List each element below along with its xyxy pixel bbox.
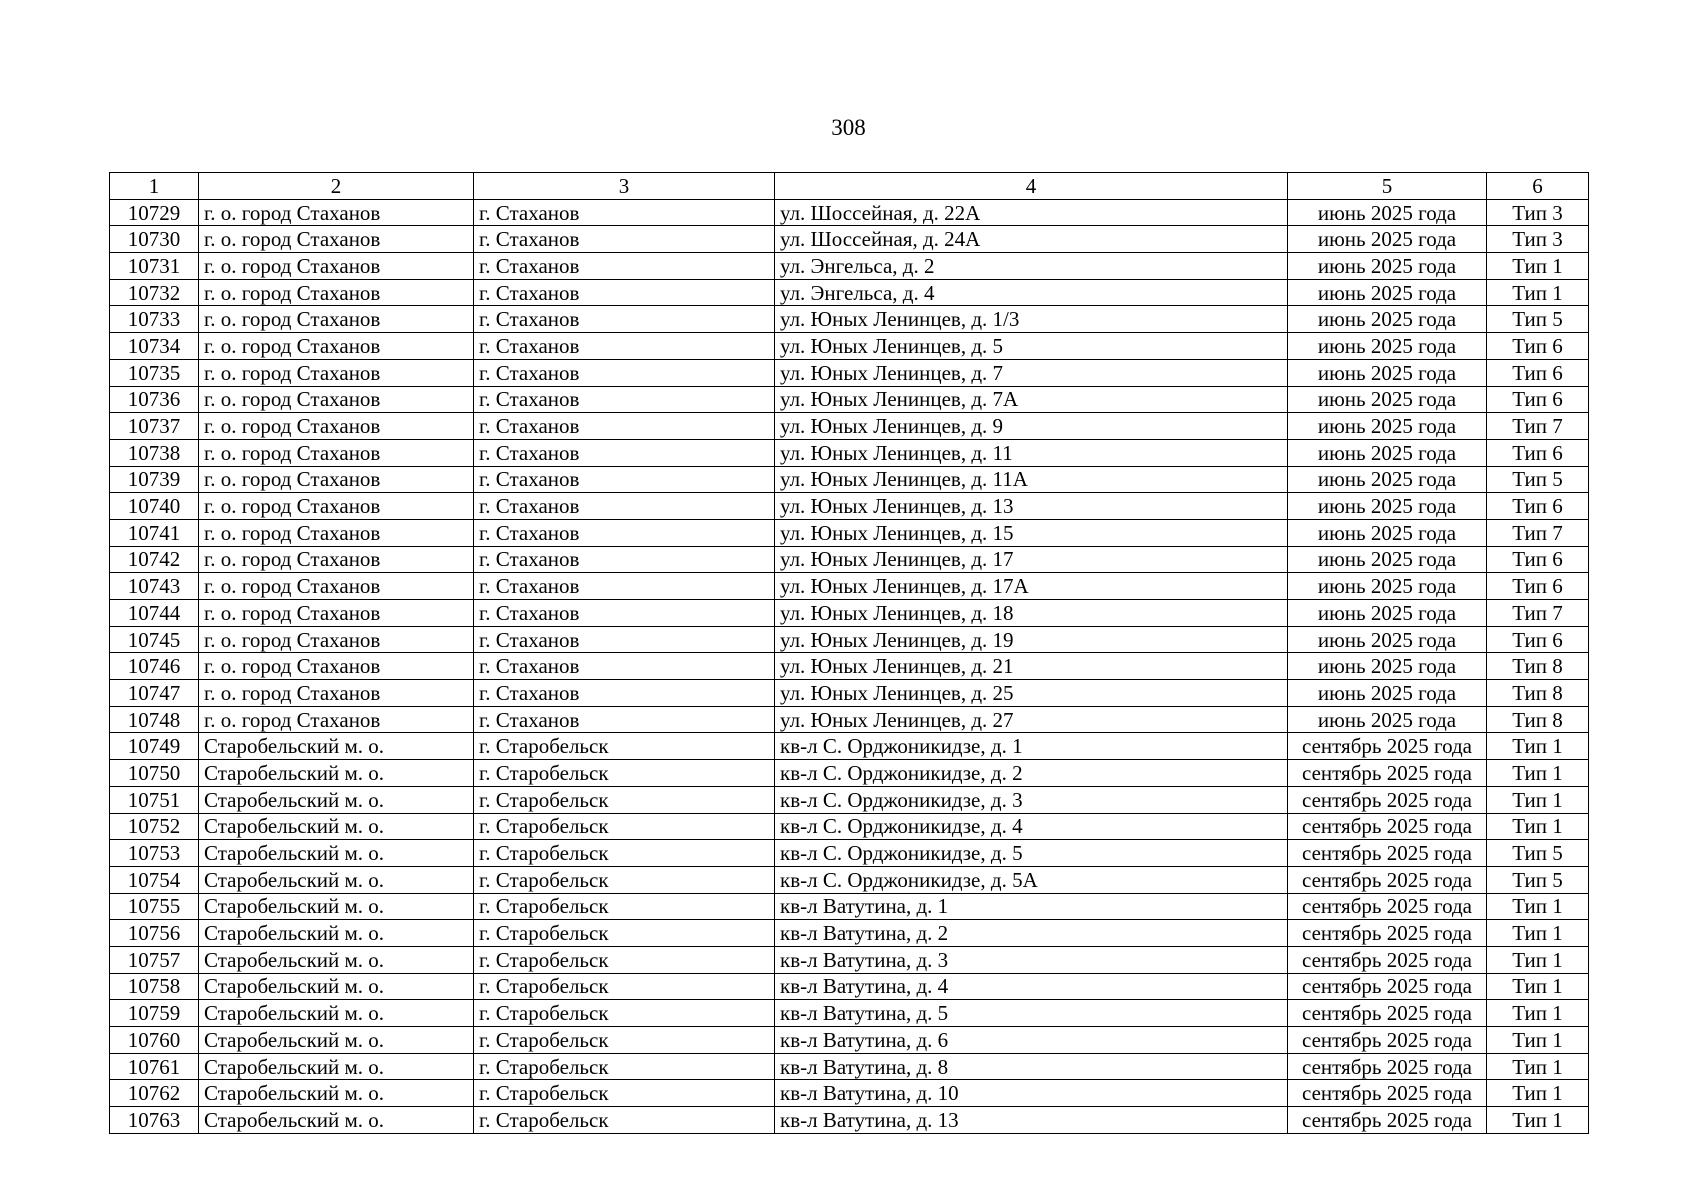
cell-date: июнь 2025 года bbox=[1288, 626, 1487, 653]
cell-number: 10748 bbox=[110, 706, 199, 733]
page-number: 308 bbox=[831, 115, 866, 140]
cell-municipality: г. о. город Стаханов bbox=[199, 253, 474, 280]
table-row bbox=[110, 573, 1589, 600]
table-row bbox=[110, 1027, 1589, 1054]
cell-municipality: Старобельский м. о. bbox=[199, 786, 474, 813]
cell-type: Тип 1 bbox=[1487, 973, 1589, 1000]
cell-address: ул. Юных Ленинцев, д. 9 bbox=[775, 413, 1288, 440]
table-row bbox=[110, 786, 1589, 813]
cell-type: Тип 1 bbox=[1487, 1080, 1589, 1107]
cell-settlement: г. Старобельск bbox=[474, 733, 775, 760]
table-row bbox=[110, 1000, 1589, 1027]
cell-number: 10731 bbox=[110, 253, 199, 280]
table-row bbox=[110, 1080, 1589, 1107]
cell-number: 10763 bbox=[110, 1107, 199, 1134]
cell-settlement: г. Стаханов bbox=[474, 626, 775, 653]
table-row bbox=[110, 973, 1589, 1000]
cell-date: сентябрь 2025 года bbox=[1288, 1027, 1487, 1054]
cell-number: 10762 bbox=[110, 1080, 199, 1107]
cell-type: Тип 6 bbox=[1487, 626, 1589, 653]
cell-settlement: г. Стаханов bbox=[474, 493, 775, 520]
cell-address: ул. Юных Ленинцев, д. 21 bbox=[775, 653, 1288, 680]
cell-settlement: г. Старобельск bbox=[474, 760, 775, 787]
cell-type: Тип 5 bbox=[1487, 466, 1589, 493]
cell-municipality: г. о. город Стаханов bbox=[199, 199, 474, 226]
cell-municipality: Старобельский м. о. bbox=[199, 866, 474, 893]
cell-type: Тип 7 bbox=[1487, 519, 1589, 546]
table-row bbox=[110, 653, 1589, 680]
cell-type: Тип 6 bbox=[1487, 493, 1589, 520]
cell-settlement: г. Стаханов bbox=[474, 333, 775, 360]
cell-municipality: Старобельский м. о. bbox=[199, 1107, 474, 1134]
cell-address: ул. Юных Ленинцев, д. 7А bbox=[775, 386, 1288, 413]
cell-municipality: г. о. город Стаханов bbox=[199, 466, 474, 493]
cell-number: 10740 bbox=[110, 493, 199, 520]
cell-type: Тип 7 bbox=[1487, 413, 1589, 440]
table-row bbox=[110, 493, 1589, 520]
cell-type: Тип 5 bbox=[1487, 840, 1589, 867]
cell-type: Тип 6 bbox=[1487, 359, 1589, 386]
cell-date: июнь 2025 года bbox=[1288, 653, 1487, 680]
cell-municipality: г. о. город Стаханов bbox=[199, 279, 474, 306]
table-row bbox=[110, 1107, 1589, 1134]
cell-address: кв-л С. Орджоникидзе, д. 3 bbox=[775, 786, 1288, 813]
cell-number: 10730 bbox=[110, 226, 199, 253]
cell-address: ул. Шоссейная, д. 24А bbox=[775, 226, 1288, 253]
table-row bbox=[110, 359, 1589, 386]
cell-settlement: г. Стаханов bbox=[474, 600, 775, 627]
cell-type: Тип 8 bbox=[1487, 706, 1589, 733]
cell-address: ул. Шоссейная, д. 22А bbox=[775, 199, 1288, 226]
cell-address: кв-л Ватутина, д. 6 bbox=[775, 1027, 1288, 1054]
cell-address: ул. Юных Ленинцев, д. 15 bbox=[775, 519, 1288, 546]
cell-address: ул. Юных Ленинцев, д. 17А bbox=[775, 573, 1288, 600]
cell-type: Тип 1 bbox=[1487, 813, 1589, 840]
cell-type: Тип 1 bbox=[1487, 1000, 1589, 1027]
table-row bbox=[110, 333, 1589, 360]
cell-date: июнь 2025 года bbox=[1288, 386, 1487, 413]
cell-date: июнь 2025 года bbox=[1288, 573, 1487, 600]
cell-settlement: г. Старобельск bbox=[474, 840, 775, 867]
cell-number: 10753 bbox=[110, 840, 199, 867]
table-row bbox=[110, 680, 1589, 707]
cell-address: кв-л С. Орджоникидзе, д. 2 bbox=[775, 760, 1288, 787]
cell-address: кв-л Ватутина, д. 5 bbox=[775, 1000, 1288, 1027]
cell-municipality: Старобельский м. о. bbox=[199, 733, 474, 760]
table-row bbox=[110, 840, 1589, 867]
table-header-row bbox=[110, 173, 1589, 200]
cell-settlement: г. Старобельск bbox=[474, 1027, 775, 1054]
cell-date: сентябрь 2025 года bbox=[1288, 893, 1487, 920]
table-row bbox=[110, 1053, 1589, 1080]
cell-settlement: г. Старобельск bbox=[474, 946, 775, 973]
cell-date: июнь 2025 года bbox=[1288, 546, 1487, 573]
table-row bbox=[110, 279, 1589, 306]
cell-type: Тип 8 bbox=[1487, 680, 1589, 707]
cell-address: кв-л С. Орджоникидзе, д. 5А bbox=[775, 866, 1288, 893]
cell-date: сентябрь 2025 года bbox=[1288, 1080, 1487, 1107]
cell-settlement: г. Стаханов bbox=[474, 706, 775, 733]
cell-date: сентябрь 2025 года bbox=[1288, 813, 1487, 840]
cell-date: сентябрь 2025 года bbox=[1288, 733, 1487, 760]
cell-date: июнь 2025 года bbox=[1288, 493, 1487, 520]
cell-type: Тип 1 bbox=[1487, 1053, 1589, 1080]
column-header: 1 bbox=[110, 173, 199, 200]
cell-date: сентябрь 2025 года bbox=[1288, 1000, 1487, 1027]
cell-number: 10757 bbox=[110, 946, 199, 973]
cell-date: июнь 2025 года bbox=[1288, 359, 1487, 386]
cell-number: 10732 bbox=[110, 279, 199, 306]
cell-date: сентябрь 2025 года bbox=[1288, 946, 1487, 973]
cell-number: 10733 bbox=[110, 306, 199, 333]
cell-number: 10729 bbox=[110, 199, 199, 226]
table-row bbox=[110, 733, 1589, 760]
cell-municipality: г. о. город Стаханов bbox=[199, 706, 474, 733]
cell-type: Тип 6 bbox=[1487, 333, 1589, 360]
cell-settlement: г. Старобельск bbox=[474, 813, 775, 840]
cell-settlement: г. Стаханов bbox=[474, 199, 775, 226]
cell-municipality: г. о. город Стаханов bbox=[199, 626, 474, 653]
table-row bbox=[110, 920, 1589, 947]
table-row bbox=[110, 199, 1589, 226]
cell-address: ул. Юных Ленинцев, д. 17 bbox=[775, 546, 1288, 573]
cell-number: 10761 bbox=[110, 1053, 199, 1080]
table-row bbox=[110, 760, 1589, 787]
cell-date: июнь 2025 года bbox=[1288, 279, 1487, 306]
cell-number: 10754 bbox=[110, 866, 199, 893]
cell-address: ул. Энгельса, д. 2 bbox=[775, 253, 1288, 280]
cell-number: 10743 bbox=[110, 573, 199, 600]
cell-type: Тип 3 bbox=[1487, 226, 1589, 253]
cell-type: Тип 6 bbox=[1487, 546, 1589, 573]
cell-date: сентябрь 2025 года bbox=[1288, 760, 1487, 787]
cell-type: Тип 6 bbox=[1487, 439, 1589, 466]
cell-address: кв-л Ватутина, д. 3 bbox=[775, 946, 1288, 973]
cell-number: 10760 bbox=[110, 1027, 199, 1054]
cell-settlement: г. Стаханов bbox=[474, 253, 775, 280]
cell-municipality: Старобельский м. о. bbox=[199, 973, 474, 1000]
column-header: 3 bbox=[474, 173, 775, 200]
table-row bbox=[110, 413, 1589, 440]
cell-number: 10759 bbox=[110, 1000, 199, 1027]
cell-date: июнь 2025 года bbox=[1288, 466, 1487, 493]
cell-address: ул. Юных Ленинцев, д. 13 bbox=[775, 493, 1288, 520]
cell-municipality: г. о. город Стаханов bbox=[199, 519, 474, 546]
cell-municipality: г. о. город Стаханов bbox=[199, 226, 474, 253]
cell-settlement: г. Старобельск bbox=[474, 920, 775, 947]
cell-municipality: Старобельский м. о. bbox=[199, 946, 474, 973]
cell-type: Тип 6 bbox=[1487, 386, 1589, 413]
cell-municipality: Старобельский м. о. bbox=[199, 1080, 474, 1107]
cell-date: сентябрь 2025 года bbox=[1288, 920, 1487, 947]
cell-type: Тип 3 bbox=[1487, 199, 1589, 226]
cell-municipality: Старобельский м. о. bbox=[199, 1027, 474, 1054]
cell-date: июнь 2025 года bbox=[1288, 226, 1487, 253]
cell-settlement: г. Стаханов bbox=[474, 386, 775, 413]
cell-municipality: Старобельский м. о. bbox=[199, 840, 474, 867]
cell-date: июнь 2025 года bbox=[1288, 253, 1487, 280]
cell-municipality: Старобельский м. о. bbox=[199, 1053, 474, 1080]
cell-settlement: г. Стаханов bbox=[474, 439, 775, 466]
cell-date: июнь 2025 года bbox=[1288, 333, 1487, 360]
cell-number: 10745 bbox=[110, 626, 199, 653]
cell-municipality: г. о. город Стаханов bbox=[199, 306, 474, 333]
cell-address: кв-л Ватутина, д. 1 bbox=[775, 893, 1288, 920]
cell-number: 10751 bbox=[110, 786, 199, 813]
cell-settlement: г. Старобельск bbox=[474, 866, 775, 893]
cell-settlement: г. Старобельск bbox=[474, 1107, 775, 1134]
cell-date: сентябрь 2025 года bbox=[1288, 1107, 1487, 1134]
column-header: 6 bbox=[1487, 173, 1589, 200]
cell-address: кв-л С. Орджоникидзе, д. 5 bbox=[775, 840, 1288, 867]
table-row bbox=[110, 706, 1589, 733]
cell-settlement: г. Старобельск bbox=[474, 786, 775, 813]
cell-number: 10747 bbox=[110, 680, 199, 707]
cell-settlement: г. Стаханов bbox=[474, 519, 775, 546]
cell-number: 10750 bbox=[110, 760, 199, 787]
cell-number: 10746 bbox=[110, 653, 199, 680]
cell-type: Тип 5 bbox=[1487, 306, 1589, 333]
cell-type: Тип 1 bbox=[1487, 760, 1589, 787]
table-row bbox=[110, 546, 1589, 573]
cell-address: ул. Юных Ленинцев, д. 11А bbox=[775, 466, 1288, 493]
cell-address: ул. Юных Ленинцев, д. 7 bbox=[775, 359, 1288, 386]
cell-date: июнь 2025 года bbox=[1288, 706, 1487, 733]
cell-settlement: г. Стаханов bbox=[474, 466, 775, 493]
cell-settlement: г. Стаханов bbox=[474, 653, 775, 680]
cell-address: ул. Юных Ленинцев, д. 25 bbox=[775, 680, 1288, 707]
cell-municipality: г. о. город Стаханов bbox=[199, 600, 474, 627]
cell-type: Тип 1 bbox=[1487, 893, 1589, 920]
cell-date: июнь 2025 года bbox=[1288, 680, 1487, 707]
cell-address: ул. Юных Ленинцев, д. 1/3 bbox=[775, 306, 1288, 333]
cell-address: ул. Юных Ленинцев, д. 11 bbox=[775, 439, 1288, 466]
cell-number: 10736 bbox=[110, 386, 199, 413]
cell-address: кв-л Ватутина, д. 4 bbox=[775, 973, 1288, 1000]
cell-settlement: г. Стаханов bbox=[474, 359, 775, 386]
document-table bbox=[109, 172, 1589, 1134]
cell-municipality: г. о. город Стаханов bbox=[199, 386, 474, 413]
table-row bbox=[110, 893, 1589, 920]
cell-settlement: г. Старобельск bbox=[474, 1000, 775, 1027]
cell-date: июнь 2025 года bbox=[1288, 519, 1487, 546]
cell-number: 10741 bbox=[110, 519, 199, 546]
table-row bbox=[110, 626, 1589, 653]
cell-date: сентябрь 2025 года bbox=[1288, 973, 1487, 1000]
cell-type: Тип 6 bbox=[1487, 573, 1589, 600]
cell-number: 10758 bbox=[110, 973, 199, 1000]
cell-date: сентябрь 2025 года bbox=[1288, 866, 1487, 893]
cell-address: кв-л Ватутина, д. 2 bbox=[775, 920, 1288, 947]
table-row bbox=[110, 600, 1589, 627]
cell-settlement: г. Старобельск bbox=[474, 1080, 775, 1107]
cell-number: 10752 bbox=[110, 813, 199, 840]
table-row bbox=[110, 866, 1589, 893]
cell-number: 10739 bbox=[110, 466, 199, 493]
cell-address: ул. Юных Ленинцев, д. 27 bbox=[775, 706, 1288, 733]
cell-date: июнь 2025 года bbox=[1288, 199, 1487, 226]
cell-municipality: Старобельский м. о. bbox=[199, 760, 474, 787]
table-row bbox=[110, 466, 1589, 493]
table-row bbox=[110, 813, 1589, 840]
cell-address: ул. Юных Ленинцев, д. 19 bbox=[775, 626, 1288, 653]
table-row bbox=[110, 253, 1589, 280]
cell-settlement: г. Старобельск bbox=[474, 973, 775, 1000]
cell-municipality: г. о. город Стаханов bbox=[199, 333, 474, 360]
cell-address: ул. Юных Ленинцев, д. 5 bbox=[775, 333, 1288, 360]
cell-number: 10756 bbox=[110, 920, 199, 947]
cell-address: кв-л Ватутина, д. 13 bbox=[775, 1107, 1288, 1134]
cell-municipality: Старобельский м. о. bbox=[199, 1000, 474, 1027]
cell-address: кв-л Ватутина, д. 8 bbox=[775, 1053, 1288, 1080]
cell-settlement: г. Стаханов bbox=[474, 413, 775, 440]
cell-address: кв-л С. Орджоникидзе, д. 1 bbox=[775, 733, 1288, 760]
cell-type: Тип 5 bbox=[1487, 866, 1589, 893]
cell-municipality: г. о. город Стаханов bbox=[199, 573, 474, 600]
cell-municipality: г. о. город Стаханов bbox=[199, 546, 474, 573]
cell-date: июнь 2025 года bbox=[1288, 413, 1487, 440]
cell-date: июнь 2025 года bbox=[1288, 306, 1487, 333]
cell-date: июнь 2025 года bbox=[1288, 600, 1487, 627]
table-body bbox=[110, 199, 1589, 1133]
cell-settlement: г. Стаханов bbox=[474, 680, 775, 707]
cell-municipality: г. о. город Стаханов bbox=[199, 653, 474, 680]
cell-type: Тип 7 bbox=[1487, 600, 1589, 627]
cell-type: Тип 1 bbox=[1487, 1027, 1589, 1054]
cell-municipality: г. о. город Стаханов bbox=[199, 493, 474, 520]
table-row bbox=[110, 306, 1589, 333]
cell-settlement: г. Стаханов bbox=[474, 573, 775, 600]
cell-settlement: г. Стаханов bbox=[474, 226, 775, 253]
table-row bbox=[110, 519, 1589, 546]
cell-municipality: Старобельский м. о. bbox=[199, 893, 474, 920]
cell-number: 10755 bbox=[110, 893, 199, 920]
cell-type: Тип 8 bbox=[1487, 653, 1589, 680]
cell-type: Тип 1 bbox=[1487, 920, 1589, 947]
cell-number: 10749 bbox=[110, 733, 199, 760]
cell-municipality: г. о. город Стаханов bbox=[199, 413, 474, 440]
cell-number: 10742 bbox=[110, 546, 199, 573]
cell-type: Тип 1 bbox=[1487, 279, 1589, 306]
cell-settlement: г. Стаханов bbox=[474, 546, 775, 573]
cell-date: сентябрь 2025 года bbox=[1288, 840, 1487, 867]
cell-number: 10734 bbox=[110, 333, 199, 360]
cell-date: сентябрь 2025 года bbox=[1288, 1053, 1487, 1080]
cell-municipality: Старобельский м. о. bbox=[199, 813, 474, 840]
cell-address: ул. Энгельса, д. 4 bbox=[775, 279, 1288, 306]
cell-type: Тип 1 bbox=[1487, 733, 1589, 760]
cell-type: Тип 1 bbox=[1487, 786, 1589, 813]
cell-address: кв-л Ватутина, д. 10 bbox=[775, 1080, 1288, 1107]
cell-settlement: г. Стаханов bbox=[474, 279, 775, 306]
cell-municipality: г. о. город Стаханов bbox=[199, 359, 474, 386]
cell-number: 10744 bbox=[110, 600, 199, 627]
cell-settlement: г. Старобельск bbox=[474, 1053, 775, 1080]
cell-type: Тип 1 bbox=[1487, 1107, 1589, 1134]
cell-municipality: Старобельский м. о. bbox=[199, 920, 474, 947]
column-header: 4 bbox=[775, 173, 1288, 200]
cell-number: 10737 bbox=[110, 413, 199, 440]
column-header: 2 bbox=[199, 173, 474, 200]
cell-type: Тип 1 bbox=[1487, 253, 1589, 280]
cell-municipality: г. о. город Стаханов bbox=[199, 680, 474, 707]
table-row bbox=[110, 226, 1589, 253]
cell-date: июнь 2025 года bbox=[1288, 439, 1487, 466]
cell-type: Тип 1 bbox=[1487, 946, 1589, 973]
table-row bbox=[110, 946, 1589, 973]
cell-number: 10738 bbox=[110, 439, 199, 466]
cell-address: кв-л С. Орджоникидзе, д. 4 bbox=[775, 813, 1288, 840]
cell-number: 10735 bbox=[110, 359, 199, 386]
table-row bbox=[110, 386, 1589, 413]
cell-settlement: г. Стаханов bbox=[474, 306, 775, 333]
cell-date: сентябрь 2025 года bbox=[1288, 786, 1487, 813]
cell-settlement: г. Старобельск bbox=[474, 893, 775, 920]
table-row bbox=[110, 439, 1589, 466]
column-header: 5 bbox=[1288, 173, 1487, 200]
cell-address: ул. Юных Ленинцев, д. 18 bbox=[775, 600, 1288, 627]
cell-municipality: г. о. город Стаханов bbox=[199, 439, 474, 466]
